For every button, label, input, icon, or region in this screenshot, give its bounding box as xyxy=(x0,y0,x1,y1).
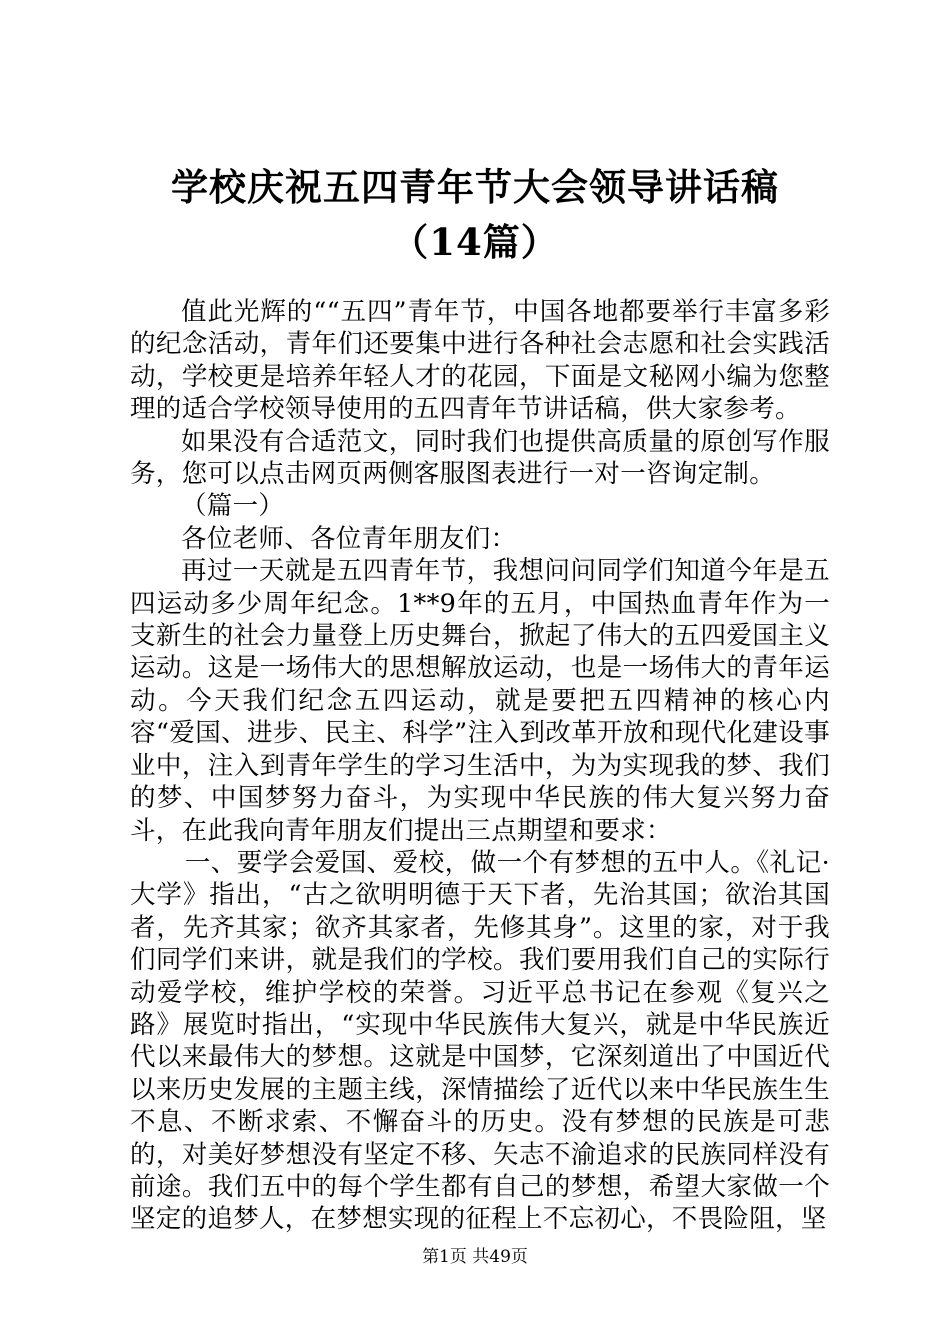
speech-paragraph: 再过一天就是五四青年节，我想问问同学们知道今年是五四运动多少周年纪念。1**9年的五月，中国热血青年作为一支新生的社会力量登上历史舞台，掀起了伟大的五四爱国主义运动。这是一场伟大的思想解放运动，也是一场伟大的青年运动。今天我们纪念五四运动，就是要把五四精神的核心内容“爱国、进步、民主、科学”注入到改革开放和现代化建设事业中，注入到青年学生的学习生活中，为为实现我的梦、我们的梦、中国梦努力奋斗，为实现中华民族的伟大复兴努力奋斗，在此我向青年朋友们提出三点期望和要求： xyxy=(130,556,830,846)
page-footer: 第1页 共49页 xyxy=(422,1247,528,1267)
document-title: 学校庆祝五四青年节大会领导讲话稿（14篇） xyxy=(171,165,779,264)
salutation: 各位老师、各位青年朋友们： xyxy=(181,523,517,554)
document-body xyxy=(130,296,830,1236)
intro-paragraph: 值此光辉的““五四”青年节，中国各地都要举行丰富多彩的纪念活动，青年们还要集中进行各种社会志愿和社会实践活动，学校更是培养年轻人才的花园，下面是文秘网小编为您整理的适合学校领导使用的五四青年节讲话稿，供大家参考。 xyxy=(130,297,830,425)
section-heading: （篇一） xyxy=(181,491,285,522)
service-paragraph: 如果没有合适范文，同时我们也提供高质量的原创写作服务，您可以点击网页两侧客服图表进行一对一咨询定制。 xyxy=(130,426,830,490)
speech-paragraph: 一、要学会爱国、爱校，做一个有梦想的五中人。《礼记·大学》指出，“古之欲明明德于天下者，先治其国；欲治其国者，先齐其家；欲齐其家者，先修其身”。这里的家，对于我们同学们来讲，就是我们的学校。我们要用我们自己的实际行动爱学校，维护学校的荣誉。习近平总书记在参观《复兴之路》展览时指出，“实现中华民族伟大复兴，就是中华民族近代以来最伟大的梦想。这就是中国梦，它深刻道出了中国近代以来历史发展的主题主线，深情描绘了近代以来中华民族生生不息、不断求索、不懈奋斗的历史。没有梦想的民族是可悲的，对美好梦想没有坚定不移、矢志不渝追求的民族同样没有前途。我们五中的每个学生都有自己的梦想，希望大家做一个坚定的追梦人，在梦想实现的征程上不忘初心，不畏险阻，坚 xyxy=(130,847,830,1235)
